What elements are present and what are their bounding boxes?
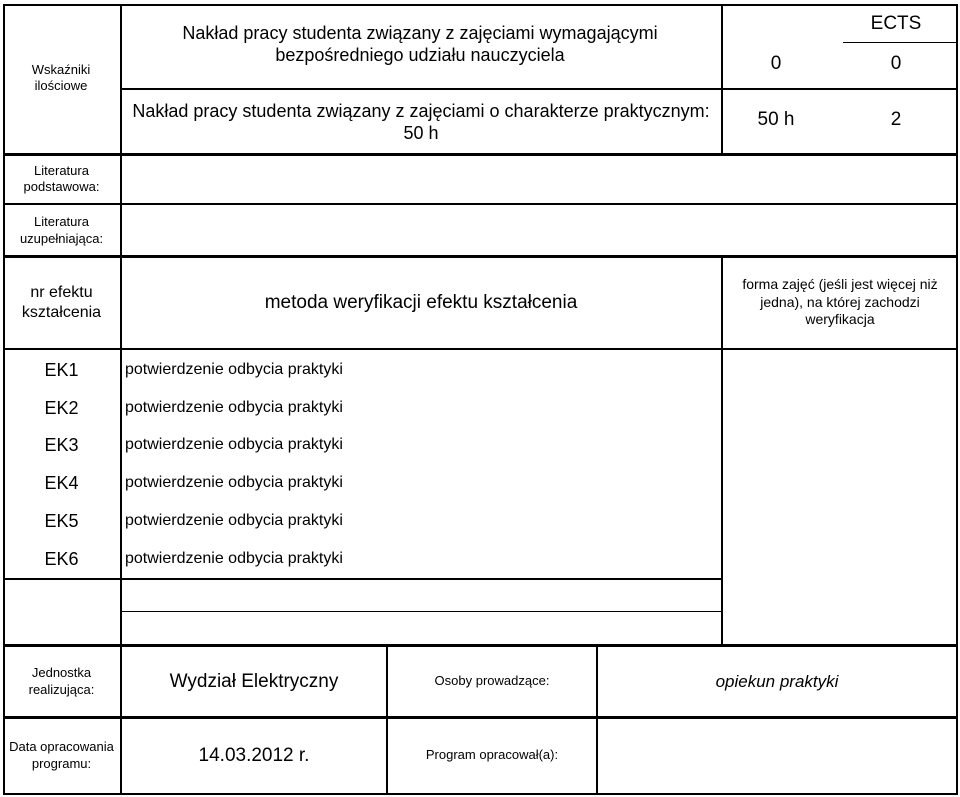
unit-value: Wydział Elektryczny bbox=[169, 670, 339, 692]
divider bbox=[3, 348, 958, 350]
literature-basic-value bbox=[124, 155, 954, 203]
instructors-value: opiekun praktyki bbox=[715, 671, 839, 691]
outcome-form bbox=[728, 390, 952, 426]
workload-direct-ects: 0 bbox=[890, 53, 902, 75]
outcome-method: potwierdzenie odbycia praktyki bbox=[125, 361, 343, 378]
outcome-method: potwierdzenie odbycia praktyki bbox=[125, 399, 343, 416]
divider bbox=[721, 255, 723, 647]
literature-supplementary-label: Literatura uzupełniająca: bbox=[19, 214, 104, 246]
outcome-id: EK1 bbox=[44, 359, 79, 380]
outcome-method: potwierdzenie odbycia praktyki bbox=[125, 474, 343, 491]
outcome-id: EK6 bbox=[44, 548, 79, 569]
col-class-form: forma zajęć (jeśli jest więcej niż jedna), na której zachodzi weryfikacja bbox=[742, 276, 938, 328]
outcome-form bbox=[728, 503, 952, 539]
divider bbox=[843, 42, 958, 43]
quantitative-label: Wskaźniki ilościowe bbox=[31, 61, 91, 93]
divider bbox=[3, 578, 721, 580]
divider bbox=[120, 611, 721, 612]
divider bbox=[721, 4, 723, 156]
literature-basic-label: Literatura podstawowa: bbox=[23, 162, 100, 194]
outcome-form bbox=[728, 352, 952, 388]
unit-label: Jednostka realizująca: bbox=[28, 665, 95, 697]
col-verification-method: metoda weryfikacji efektu kształcenia bbox=[264, 291, 578, 313]
workload-practical-label: Nakład pracy studenta związany z zajęciami o charakterze praktycznym: 50 h bbox=[132, 100, 710, 143]
workload-practical-hours: 50 h bbox=[757, 109, 795, 131]
date-label: Data opracowania programu: bbox=[9, 739, 114, 771]
outcome-method: potwierdzenie odbycia praktyki bbox=[125, 512, 343, 529]
instructors-label: Osoby prowadzące: bbox=[434, 673, 550, 689]
date-value: 14.03.2012 r. bbox=[198, 744, 310, 766]
outcome-method: potwierdzenie odbycia praktyki bbox=[125, 550, 343, 567]
outcome-id: EK2 bbox=[44, 397, 79, 418]
ects-header: ECTS bbox=[870, 13, 922, 35]
outcome-form bbox=[728, 427, 952, 463]
author-label: Program opracował(a): bbox=[425, 747, 559, 763]
divider bbox=[386, 644, 388, 719]
outcome-id: EK5 bbox=[44, 510, 79, 531]
outcome-form bbox=[728, 541, 952, 577]
divider bbox=[596, 644, 598, 719]
divider bbox=[120, 153, 122, 258]
divider bbox=[596, 716, 598, 795]
author-value bbox=[600, 718, 954, 793]
outcome-id: EK4 bbox=[44, 472, 79, 493]
outcome-id: EK3 bbox=[44, 434, 79, 455]
outcome-method: potwierdzenie odbycia praktyki bbox=[125, 436, 343, 453]
divider bbox=[120, 4, 122, 156]
divider bbox=[120, 644, 122, 719]
workload-practical-ects: 2 bbox=[890, 109, 902, 131]
literature-supplementary-value bbox=[124, 205, 954, 256]
workload-direct-label: Nakład pracy studenta związany z zajęciami wymagającymi bezpośredniego udziału nauczyciela bbox=[182, 22, 658, 65]
workload-direct-hours: 0 bbox=[770, 53, 782, 75]
col-outcome-number: nr efektu kształcenia bbox=[21, 283, 102, 321]
outcome-form bbox=[728, 465, 952, 501]
divider bbox=[120, 716, 122, 795]
divider bbox=[386, 716, 388, 795]
